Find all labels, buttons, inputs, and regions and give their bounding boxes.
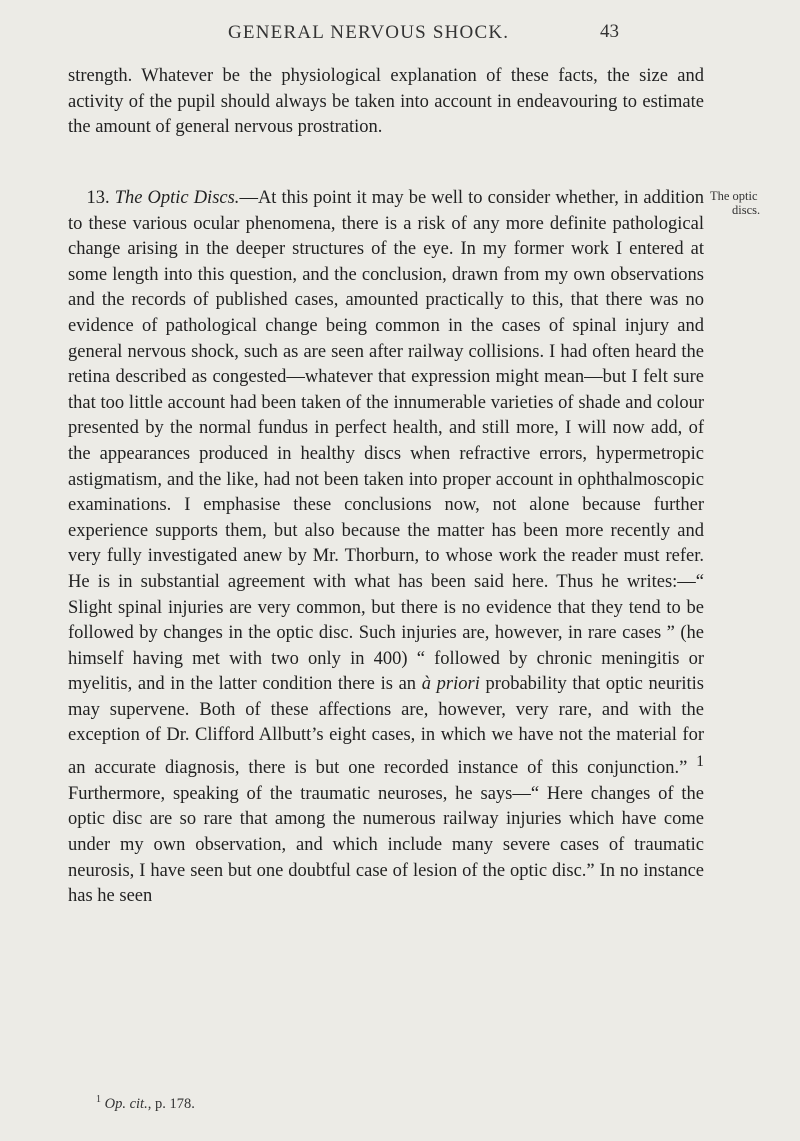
margin-note-line: discs. bbox=[732, 203, 761, 217]
margin-note-line: The optic bbox=[710, 189, 758, 203]
footnote-reference: 1 bbox=[696, 753, 704, 771]
paragraph-text-part: probability that optic neuritis may supervene. Both of these affections are, however, very rare, and with the exception of Dr. Clifford Allbutt’s eight cases, in which we have not the material for an accurate diagnosis, there is but one recorded instance of this conjunction.” bbox=[68, 674, 704, 779]
page-number: 43 bbox=[600, 21, 619, 42]
paragraph-continued bbox=[68, 64, 704, 141]
footnote bbox=[96, 1094, 195, 1113]
paragraph-text-part: Furthermore, speaking of the traumatic neuroses, he says—“ Here changes of the optic disc are so rare that among the numerous railway injuries which have come under my own observation, and which include many severe cases of traumatic neurosis, I have seen but one doubtful case of lesion of the optic disc.” In no instance has he seen bbox=[68, 783, 704, 907]
section-heading: The Optic Discs. bbox=[114, 188, 240, 208]
section-number: 13. bbox=[86, 188, 110, 208]
footnote-citation: Op. cit. bbox=[104, 1095, 148, 1112]
margin-note bbox=[710, 189, 798, 217]
paragraph-text: strength. Whatever be the physiological explanation of these facts, the size and activity of the pupil should always be taken into account in endeavouring to estimate the amount of general nervous prostration. bbox=[68, 66, 704, 138]
paragraph-text bbox=[68, 186, 704, 910]
paragraph-text-part: —At this point it may be well to consider whether, in addition to these various ocular phenomena, there is a risk of any more definite pathological change arising in the deeper structures of the eye. In my former work I entered at some length into this question, and the conclusion, drawn from my own observations and the records of published cases, amounted practically to this, that there was no evidence of pathological change being common in the cases of spinal injury and general nervous shock, such as are seen after railway collisions. I had often heard the retina described as congested—whatever that expression might mean—but I felt sure that too little account had been taken of the innumerable varieties of shade and colour presented by the normal fundus in perfect health, and still more, I will now add, of the appearances produced in healthy discs when refractive errors, hypermetropic astigmatism, and the like, had not been taken into proper account in ophthalmoscopic examinations. I emphasise these conclusions now, not alone because further experience supports them, but also because the matter has been more recently and very fully investigated anew by Mr. Thorburn, to whose work the reader must refer. He is in substantial agreement with what has been said here. Thus he writes:—“ Slight spinal injuries are very common, but there is no evidence that they tend to be followed by changes in the optic disc. Such injuries are, however, in rare cases ” (he himself having met with two only in 400) “ followed by chronic meningitis or myelitis, and in the latter condition there is an bbox=[68, 188, 704, 695]
footnote-page: , p. 178. bbox=[147, 1095, 195, 1112]
running-head: GENERAL NERVOUS SHOCK. bbox=[228, 22, 510, 43]
footnote-marker: 1 bbox=[96, 1094, 101, 1105]
italic-phrase: à priori bbox=[421, 674, 480, 695]
section-13-paragraph bbox=[68, 186, 704, 910]
